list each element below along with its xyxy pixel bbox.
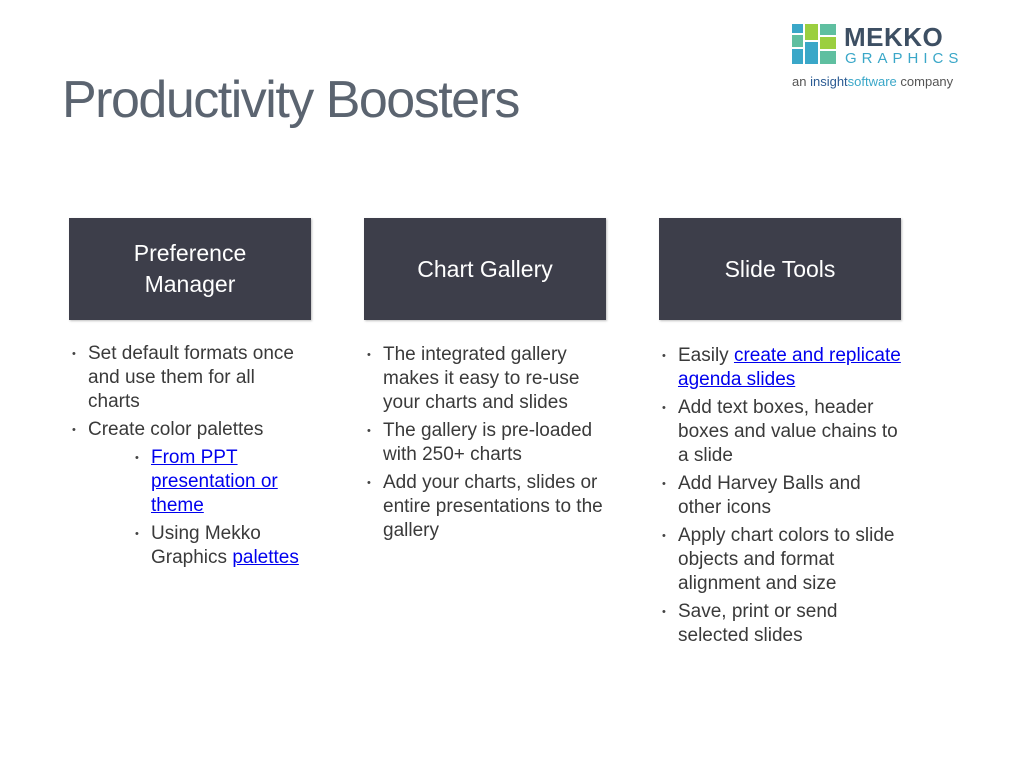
list-item [364,471,606,543]
header-box-label: Chart Gallery [417,255,553,282]
logo-wordmark-graphics: GRAPHICS [845,50,964,67]
column-chart-gallery [364,218,606,547]
column-preference-manager [69,218,311,574]
bullet-list [659,344,901,648]
slide-title: Productivity Boosters [62,71,519,129]
list-item-text: The integrated gallery makes it easy to re-use your charts and slides [383,344,580,413]
bullet-icon: • [367,425,371,437]
bullet-icon: • [662,350,666,362]
header-box-label: Preference Manager [133,240,247,297]
bullet-icon: • [72,348,76,360]
bullet-icon: • [135,452,139,464]
link-from-ppt-presentation-or-theme[interactable]: From PPT presentation or theme [151,447,278,516]
list-item-text: Save, print or send selected slides [678,601,838,646]
header-box-slide-tools [659,218,901,320]
header-box-chart-gallery [364,218,606,320]
list-item-text: Using Mekko Graphics [151,523,261,568]
mekko-logo-mark-icon [792,24,836,64]
list-item [659,344,901,392]
bullet-icon: • [662,478,666,490]
bullet-icon: • [135,528,139,540]
bullet-icon: • [662,606,666,618]
sub-list-item [88,446,311,518]
mekko-graphics-logo [790,22,990,92]
list-item [659,396,901,468]
bullet-list [364,343,606,543]
list-item [69,418,311,570]
logo-tag-suffix: company [896,74,954,89]
list-item-text: Add text boxes, header boxes and value chains to a slide [678,397,898,466]
list-item-text: Apply chart colors to slide objects and format alignment and size [678,525,895,594]
logo-wordmark-mekko: MEKKO [844,22,944,52]
bullet-icon: • [72,424,76,436]
list-item [659,600,901,648]
list-item [69,342,311,414]
bullet-icon: • [367,477,371,489]
link-palettes[interactable]: palettes [232,547,299,568]
header-box-label: Slide Tools [724,255,836,282]
sub-list-item [88,522,311,570]
bullet-icon: • [662,402,666,414]
bullet-icon: • [367,349,371,361]
header-box-preference-manager [69,218,311,320]
list-item-text: Easily [678,345,734,366]
list-item-text: Add Harvey Balls and other icons [678,473,861,518]
link-create-and-replicate-agenda-slides[interactable]: create and replicate agenda slides [678,345,901,390]
logo-tag-brand1: insight [810,74,848,89]
list-item [364,419,606,467]
list-item-text: Add your charts, slides or entire presentations to the gallery [383,472,603,541]
sub-bullet-list [88,446,311,570]
logo-tagline [792,74,953,89]
list-item [659,472,901,520]
column-slide-tools [659,218,901,652]
bullet-list [69,342,311,570]
list-item-text: The gallery is pre-loaded with 250+ charts [383,420,593,465]
logo-tag-brand2: software [847,74,897,89]
list-item [364,343,606,415]
list-item-text: Create color palettes [88,419,264,440]
list-item [659,524,901,596]
logo-tag-prefix: an [792,74,811,89]
list-item-text: Set default formats once and use them for all charts [88,343,294,412]
bullet-icon: • [662,530,666,542]
